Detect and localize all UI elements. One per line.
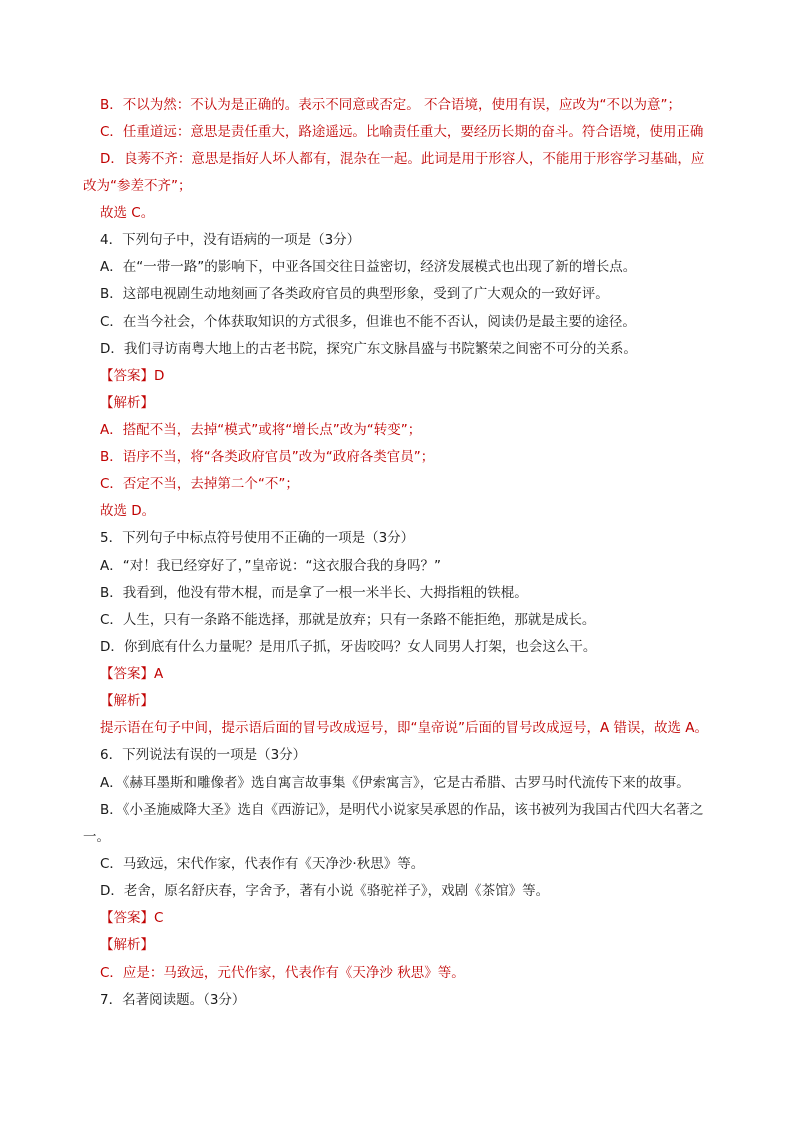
q5-option-c: C．人生，只有一条路不能选择，那就是放弃；只有一条路不能拒绝，那就是成长。 <box>100 612 596 628</box>
q6-option-b-line2: 一。 <box>83 829 110 845</box>
q3-explain-b: B．不以为然：不认为是正确的。表示不同意或否定。 不合语境，使用有误，应改为“不以为意”； <box>100 97 682 113</box>
q4-analysis-label: 【解析】 <box>100 395 154 411</box>
q4-stem: 4．下列句子中，没有语病的一项是（3分） <box>100 232 361 248</box>
q4-option-c: C．在当今社会，个体获取知识的方式很多，但谁也不能不否认，阅读仍是最主要的途径。 <box>100 314 636 330</box>
q3-choose: 故选 C。 <box>100 205 155 221</box>
q5-analysis-label: 【解析】 <box>100 693 154 709</box>
q3-explain-d-line1: D．良莠不齐：意思是指好人坏人都有，混杂在一起。此词是用于形容人，不能用于形容学习基础，应 <box>100 151 705 167</box>
q5-answer: 【答案】A <box>100 666 164 682</box>
q4-option-d: D．我们寻访南粤大地上的古老书院，探究广东文脉昌盛与书院繁荣之间密不可分的关系。 <box>100 341 637 357</box>
q5-stem: 5．下列句子中标点符号使用不正确的一项是（3分） <box>100 530 415 546</box>
q3-explain-c: C．任重道远：意思是责任重大，路途遥远。比喻责任重大，要经历长期的奋斗。符合语境，使用正确 <box>100 124 704 140</box>
q5-option-a: A．“对！我已经穿好了，”皇帝说：“这衣服合我的身吗？” <box>100 558 441 574</box>
q5-analysis: 提示语在句子中间，提示语后面的冒号改成逗号，即“皇帝说”后面的冒号改成逗号，A 错误，故选 A。 <box>100 720 709 736</box>
q7-stem: 7．名著阅读题。（3分） <box>100 992 246 1008</box>
q5-option-b: B．我看到，他没有带木棍，而是拿了一根一米半长、大拇指粗的铁棍。 <box>100 585 528 601</box>
q4-analysis-c: C．否定不当，去掉第二个“不”； <box>100 476 299 492</box>
q6-analysis: C．应是：马致远，元代作家，代表作有《天净沙 秋思》等。 <box>100 965 465 981</box>
q6-option-d: D．老舍，原名舒庆春，字舍予，著有小说《骆驼祥子》，戏剧《茶馆》等。 <box>100 883 550 899</box>
q6-answer: 【答案】C <box>100 910 164 926</box>
q6-option-a: A．《赫耳墨斯和雕像者》选自寓言故事集《伊索寓言》，它是古希腊、古罗马时代流传下来的故事。 <box>100 775 690 791</box>
q4-analysis-b: B．语序不当，将“各类政府官员”改为“政府各类官员”； <box>100 449 435 465</box>
q4-analysis-a: A．搭配不当，去掉“模式”或将“增长点”改为“转变”； <box>100 422 422 438</box>
q4-choose: 故选 D。 <box>100 503 156 519</box>
q3-explain-d-line2: 改为“参差不齐”； <box>83 178 192 194</box>
q6-option-b-line1: B．《小圣施威降大圣》选自《西游记》，是明代小说家吴承恩的作品，该书被列为我国古代四大名著之 <box>100 802 704 818</box>
q4-option-a: A．在“一带一路”的影响下，中亚各国交往日益密切，经济发展模式也出现了新的增长点。 <box>100 259 637 275</box>
q6-stem: 6．下列说法有误的一项是（3分） <box>100 747 307 763</box>
q5-option-d: D．你到底有什么力量呢？是用爪子抓，牙齿咬吗？女人同男人打架，也会这么干。 <box>100 639 597 655</box>
q4-option-b: B．这部电视剧生动地刻画了各类政府官员的典型形象，受到了广大观众的一致好评。 <box>100 286 609 302</box>
q4-answer: 【答案】D <box>100 368 165 384</box>
q6-option-c: C．马致远，宋代作家，代表作有《天净沙·秋思》等。 <box>100 856 425 872</box>
q6-analysis-label: 【解析】 <box>100 937 154 953</box>
